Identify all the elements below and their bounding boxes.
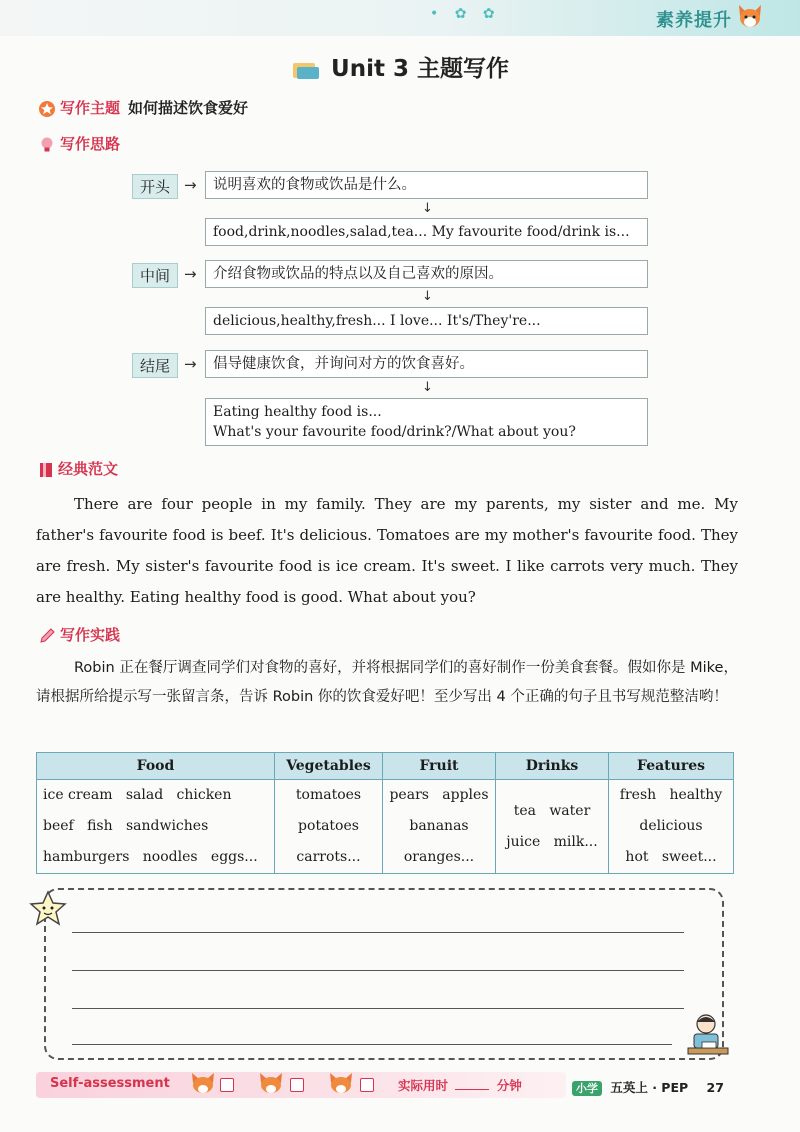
- arrow-down-icon: ↓: [422, 201, 433, 216]
- grade-badge: 小学: [572, 1081, 602, 1096]
- cell-line: juice milk...: [506, 833, 598, 850]
- fox-icon: [190, 1071, 216, 1095]
- cell-line: carrots...: [296, 849, 361, 865]
- writing-line[interactable]: [72, 970, 684, 971]
- time-field: [398, 1076, 522, 1094]
- cell-line: tomatoes: [295, 787, 362, 803]
- cell-line: hot sweet...: [625, 849, 717, 865]
- star-badge-icon: [38, 100, 56, 118]
- cell-line: delicious: [639, 818, 703, 834]
- section-practice: [38, 624, 120, 645]
- fox-icon: [328, 1071, 354, 1095]
- fox-icon: [258, 1071, 284, 1095]
- section-theme: [38, 97, 248, 118]
- cell-line: hamburgers noodles eggs...: [43, 849, 258, 865]
- section-ideas: [38, 133, 120, 154]
- food-table: [36, 752, 734, 874]
- flow-label-start: 开头: [132, 174, 178, 199]
- detail-line: food,drink,noodles,salad,tea... My favourite food/drink is...: [213, 224, 630, 240]
- rating-checkbox[interactable]: [360, 1078, 374, 1092]
- practice-instructions: Robin 正在餐厅调查同学们对食物的喜好，并将根据同学们的喜好制作一份美食套餐。假如你是 Mike，请根据所给提示写一张留言条，告诉 Robin 你的饮食爱好吧！至少写出 4 个正确的句子且书写规范整洁哟！: [36, 660, 738, 705]
- arrow-right-icon: →: [184, 355, 197, 373]
- flow-end-main: 倡导健康饮食，并询问对方的饮食喜好。: [205, 350, 648, 378]
- detail-line: delicious,healthy,fresh... I love... It's/They're...: [213, 313, 541, 329]
- cell-food: [37, 780, 275, 874]
- flow-start-detail: [205, 218, 648, 246]
- table-row: [37, 780, 734, 874]
- model-label: 经典范文: [58, 460, 119, 478]
- arrow-right-icon: →: [184, 265, 197, 283]
- cell-features: [609, 780, 734, 874]
- theme-label: 写作主题: [60, 99, 121, 117]
- flow-label-end: 结尾: [132, 353, 178, 378]
- page-info: [572, 1078, 724, 1096]
- header-features: Features: [609, 753, 734, 780]
- flow-start-main: 说明喜欢的食物或饮品是什么。: [205, 171, 648, 199]
- rating-checkbox[interactable]: [220, 1078, 234, 1092]
- fox-icon: [736, 2, 764, 30]
- cell-line: oranges...: [403, 849, 475, 865]
- bookmark-icon: [38, 461, 54, 479]
- lightbulb-icon: [38, 136, 56, 154]
- cell-vegetables: [275, 780, 383, 874]
- self-assessment-label: Self-assessment: [50, 1076, 170, 1091]
- cell-line: ice cream salad chicken: [43, 787, 232, 803]
- practice-label: 写作实践: [60, 626, 121, 644]
- cell-line: bananas: [409, 818, 469, 834]
- header-band: [0, 0, 800, 36]
- star-mascot-icon: [28, 890, 68, 926]
- flow-end-detail: [205, 398, 648, 446]
- pencil-icon: [38, 627, 56, 645]
- arrow-down-icon: ↓: [422, 380, 433, 395]
- cell-fruit: [383, 780, 496, 874]
- model-essay: There are four people in my family. They are my parents, my sister and me. My father's favourite food is beef. It's delicious. Tomatoes are my mother's favourite food. They are fresh. My sister's favourite food is ice cream. It's sweet. I like carrots very much. They are healthy. Eating healthy food is good. What about you?: [36, 495, 738, 606]
- cell-line: beef fish sandwiches: [43, 818, 209, 834]
- cell-line: potatoes: [298, 818, 359, 834]
- header-tag: 素养提升: [656, 10, 732, 31]
- time-input[interactable]: [455, 1089, 489, 1090]
- rating-checkbox[interactable]: [290, 1078, 304, 1092]
- title-text: Unit 3 主题写作: [331, 56, 509, 82]
- page-number: 27: [706, 1080, 724, 1095]
- writing-line[interactable]: [72, 1044, 672, 1045]
- header-food: Food: [37, 753, 275, 780]
- header-vegetables: Vegetables: [275, 753, 383, 780]
- arrow-right-icon: →: [184, 176, 197, 194]
- section-model: [38, 458, 118, 479]
- writing-line[interactable]: [72, 932, 684, 933]
- flow-middle-main: 介绍食物或饮品的特点以及自己喜欢的原因。: [205, 260, 648, 288]
- cell-line: fresh healthy: [619, 787, 723, 803]
- book-icon: [291, 59, 321, 81]
- ideas-label: 写作思路: [60, 135, 121, 153]
- header-fruit: Fruit: [383, 753, 496, 780]
- theme-text: 如何描述饮食爱好: [128, 99, 249, 117]
- detail-line: Eating healthy food is...: [213, 404, 382, 420]
- flow-label-middle: 中间: [132, 263, 178, 288]
- book-name: 五英上 · PEP: [610, 1080, 689, 1095]
- cell-line: tea water: [513, 802, 591, 819]
- time-label: 实际用时: [398, 1078, 449, 1093]
- student-reading-icon: [684, 1010, 732, 1060]
- writing-area: [44, 888, 724, 1060]
- arrow-down-icon: ↓: [422, 289, 433, 304]
- table-header-row: [37, 753, 734, 780]
- flow-middle-detail: [205, 307, 648, 335]
- cell-drinks: [496, 780, 609, 874]
- detail-line: What's your favourite food/drink?/What about you?: [213, 424, 576, 440]
- time-unit: 分钟: [496, 1078, 522, 1093]
- cell-line: pears apples: [389, 787, 489, 803]
- page-title: [0, 50, 800, 83]
- header-drinks: Drinks: [496, 753, 609, 780]
- header-decoration: • ✿ ✿: [430, 6, 501, 22]
- writing-line[interactable]: [72, 1008, 684, 1009]
